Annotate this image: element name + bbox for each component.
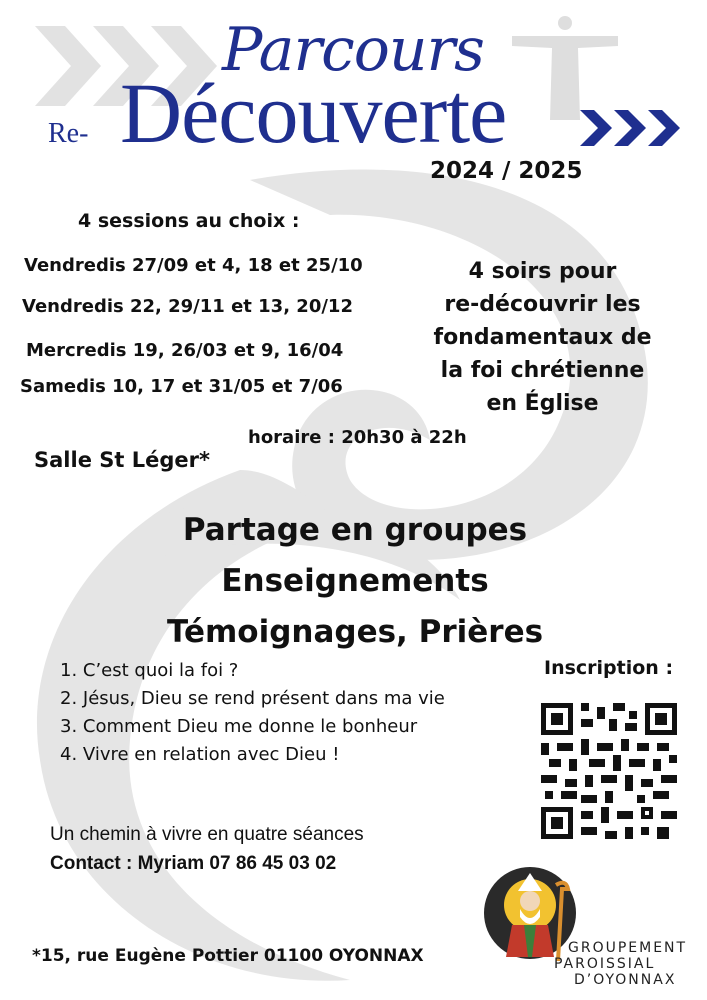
session-item: Vendredis 27/09 et 4, 18 et 25/10 xyxy=(24,255,363,276)
topic-item: 2. Jésus, Dieu se rend présent dans ma vie xyxy=(60,688,445,709)
topic-item: 3. Comment Dieu me donne le bonheur xyxy=(60,716,418,737)
contact-text: Contact : Myriam 07 86 45 03 02 xyxy=(50,853,337,874)
title-prefix: Re- xyxy=(48,118,89,149)
evenings-line: fondamentaux de xyxy=(433,325,652,350)
title-parcours: Parcours xyxy=(222,15,484,85)
year: 2024 / 2025 xyxy=(430,158,583,184)
venue: Salle St Léger* xyxy=(34,448,210,472)
chevron-arrows-right-icon xyxy=(580,106,690,150)
session-item: Mercredis 19, 26/03 et 9, 16/04 xyxy=(26,340,344,361)
address-text: *15, rue Eugène Pottier 01100 OYONNAX xyxy=(32,946,424,966)
activities xyxy=(100,505,610,658)
evenings-line: re-découvrir les xyxy=(444,292,641,317)
parish-logo xyxy=(482,865,692,1000)
session-item: Samedis 10, 17 et 31/05 et 7/06 xyxy=(20,376,343,397)
topic-item: 1. C’est quoi la foi ? xyxy=(60,660,239,681)
evenings-line: en Église xyxy=(486,391,599,416)
chemin-text: Un chemin à vivre en quatre séances xyxy=(50,824,364,845)
topic-item: 4. Vivre en relation avec Dieu ! xyxy=(60,744,340,765)
evenings-description xyxy=(415,255,670,420)
activity-line: Partage en groupes xyxy=(182,512,528,548)
session-item: Vendredis 22, 29/11 et 13, 20/12 xyxy=(22,296,353,317)
saint-bishop-logo xyxy=(482,865,582,965)
logo-line: GROUPEMENT xyxy=(568,940,688,956)
evenings-line: la foi chrétienne xyxy=(440,358,645,383)
schedule: horaire : 20h30 à 22h xyxy=(248,427,467,448)
title-decouverte: Découverte xyxy=(120,65,507,161)
sessions-title: 4 sessions au choix : xyxy=(78,210,300,232)
evenings-line: 4 soirs pour xyxy=(468,259,617,284)
qr-code[interactable] xyxy=(541,703,677,839)
activity-line: Témoignages, Prières xyxy=(166,614,544,650)
logo-line: PAROISSIAL xyxy=(554,956,656,972)
inscription-label: Inscription : xyxy=(544,657,674,679)
activity-line: Enseignements xyxy=(221,563,489,599)
topics-list xyxy=(60,657,445,769)
logo-line: D’OYONNAX xyxy=(574,972,677,988)
